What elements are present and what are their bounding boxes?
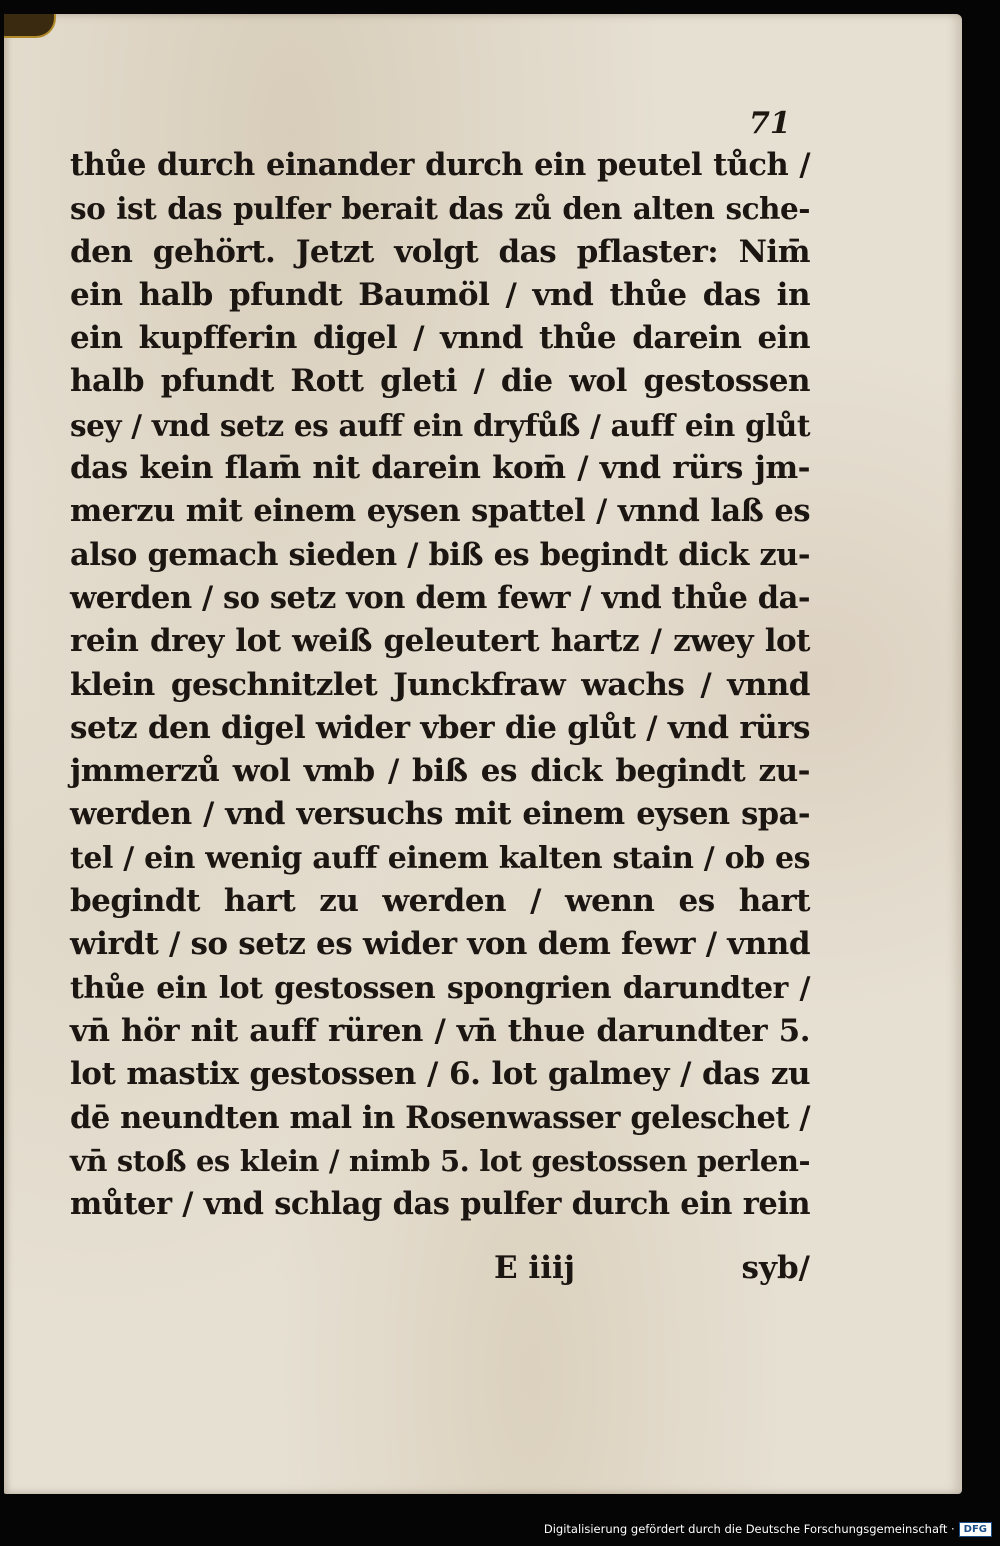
text-line: werden / vnd versuchs mit einem eysen spa-	[70, 796, 810, 833]
text-line: můter / vnd schlag das pulfer durch ein rein	[70, 1186, 810, 1223]
text-line: thůe durch einander durch ein peutel tůch /	[70, 147, 810, 183]
text-line: halb pfundt Rott gleti / die wol gestossen	[70, 363, 810, 400]
text-line: also gemach sieden / biß es begindt dick zu-	[70, 536, 810, 573]
text-line: lot mastix gestossen / 6. lot galmey / das zu	[70, 1056, 810, 1093]
text-line: sey / vnd setz es auff ein dryfůß / auff ein glůt	[70, 407, 810, 443]
text-line: wirdt / so setz es wider von dem fewr / vnnd	[70, 926, 810, 963]
signature-mark: E iiij	[494, 1250, 575, 1286]
text-line: dē neundten mal in Rosenwasser geleschet /	[70, 1099, 810, 1136]
credit-text: Digitalisierung gefördert durch die Deutsche Forschungsgemeinschaft ·	[543, 1522, 955, 1536]
text-line: vn̄ stoß es klein / nimb 5. lot gestossen perlen-	[70, 1143, 810, 1178]
text-line: ein kupfferin digel / vnnd thůe darein ein	[70, 320, 810, 357]
page-number: 71	[749, 106, 791, 141]
text-line: vn̄ hör nit auff rüren / vn̄ thue darundter 5.	[70, 1012, 810, 1049]
page-footer	[70, 1250, 810, 1294]
text-line: ein halb pfundt Baumöl / vnd thůe das in	[70, 276, 810, 313]
catchword: syb/	[741, 1250, 810, 1286]
text-line: merzu mit einem eysen spattel / vnnd laß es	[70, 493, 810, 530]
text-line: thůe ein lot gestossen spongrien darundter /	[70, 970, 810, 1006]
text-line: werden / so setz von dem fewr / vnd thůe da-	[70, 579, 810, 616]
text-line: rein drey lot weiß geleutert hartz / zwey lot	[70, 623, 810, 660]
text-line: das kein flam̄ nit darein kom̄ / vnd rürs jm-	[70, 450, 810, 487]
corner-tab-decoration	[4, 14, 56, 38]
book-page	[4, 14, 962, 1494]
text-line: den gehört. Jetzt volgt das pflaster: Nim̄	[70, 233, 810, 270]
funding-credit	[544, 1518, 992, 1540]
dfg-logo: DFG	[959, 1522, 992, 1537]
text-line: klein geschnitzlet Junckfraw wachs / vnnd	[70, 666, 810, 703]
text-block	[70, 144, 810, 1226]
text-line: begindt hart zu werden / wenn es hart	[70, 883, 810, 920]
text-line: jmmerzů wol vmb / biß es dick begindt zu-	[70, 753, 810, 790]
text-line: tel / ein wenig auff einem kalten stain / ob es	[70, 840, 810, 876]
text-line: setz den digel wider vber die glůt / vnd rürs	[70, 709, 810, 746]
text-line: so ist das pulfer berait das zů den alten sche-	[70, 191, 810, 227]
